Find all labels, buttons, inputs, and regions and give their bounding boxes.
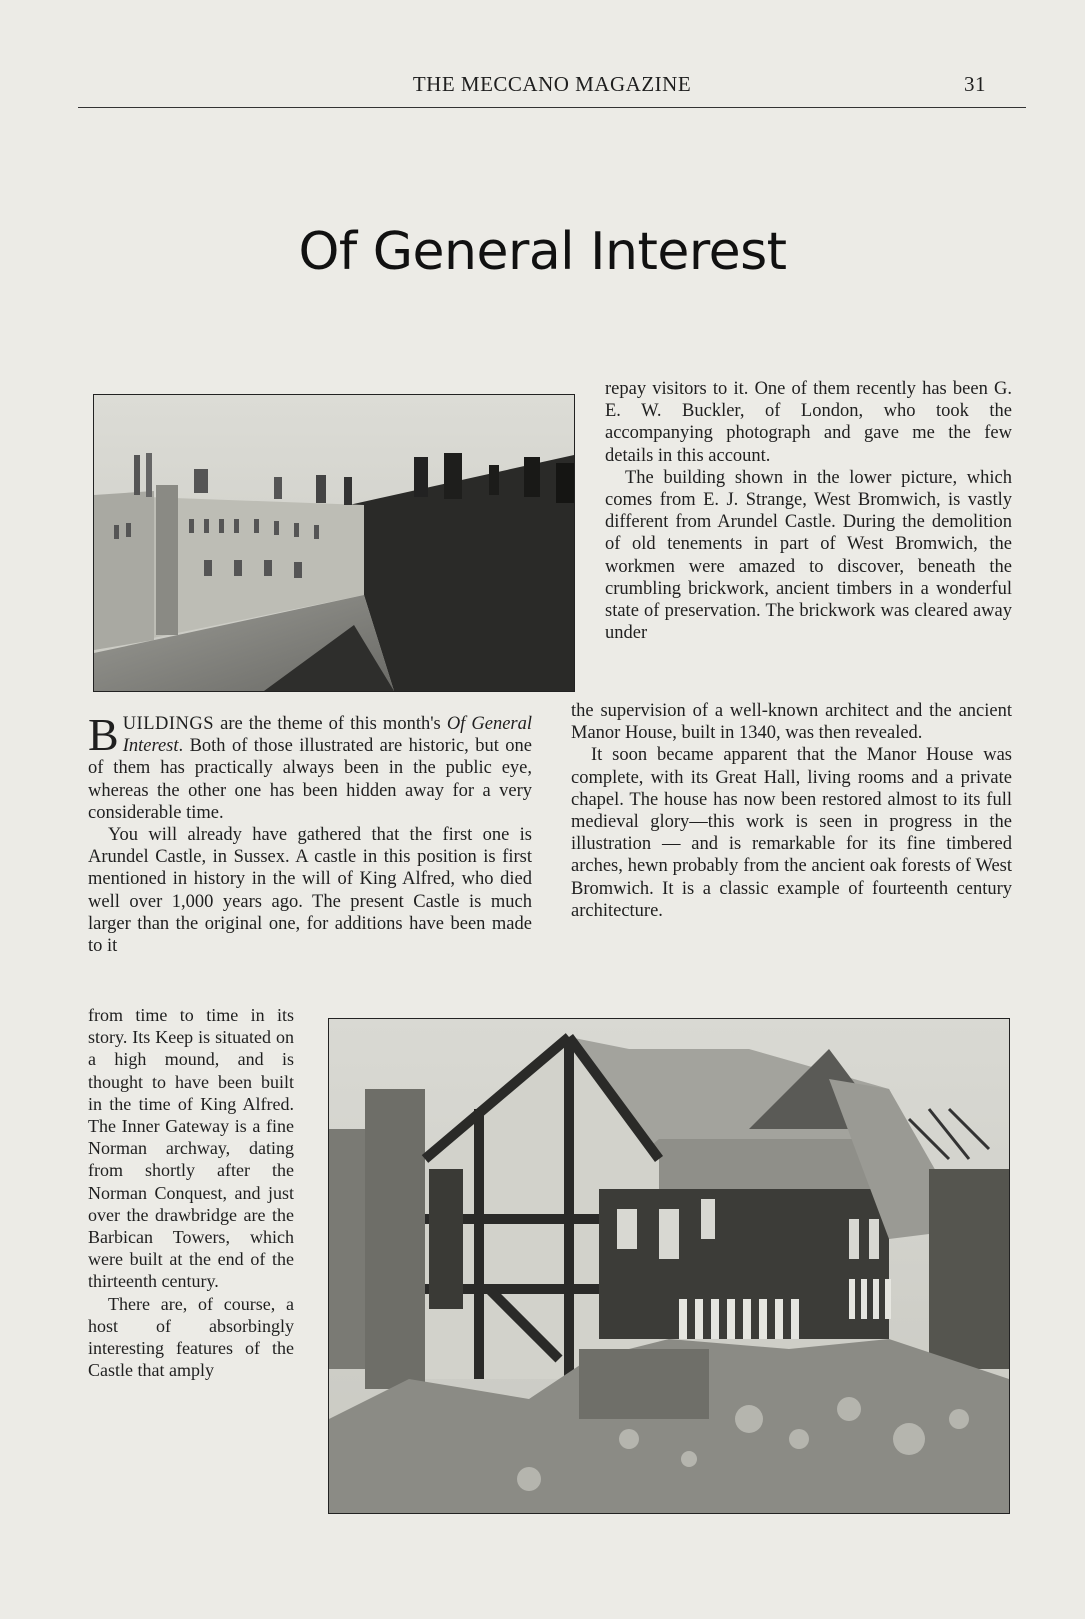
paragraph-1: BUILDINGS are the theme of this month's Of General Interest. Both of those illustrated are historic, but one of them has practically always been in the public eye, whereas the other one has been hidden away for a very considerable time. bbox=[88, 709, 532, 823]
drop-cap: B bbox=[88, 709, 119, 760]
paragraph-3-continued: repay visitors to it. One of them recently has been G. E. W. Buckler, of London, who took the accompanying photograph and gave me the few details in this account. bbox=[605, 379, 1012, 466]
paragraph-2-continued: from time to time in its story. Its Keep is situated on a high mound, and is thought to have been built in the time of King Alfred. The Inner Gateway is a fine Norman archway, dating from shortly after the Norman Conquest, and just over the drawbridge are the Barbican Towers, which were built at the end of the thirteenth century. bbox=[88, 1005, 294, 1292]
magazine-title: THE MECCANO MAGAZINE bbox=[412, 72, 692, 96]
article-column-left bbox=[88, 709, 532, 957]
article-column-right-top bbox=[605, 378, 1012, 644]
paragraph-2: You will already have gathered that the first one is Arundel Castle, in Sussex. A castle in this position is first mentioned in history in the will of King Alfred, who died well over 1,000 years ago. The present Castle is much larger than the original one, for additions have been made to it bbox=[88, 825, 532, 957]
paragraph-5: It soon became apparent that the Manor House was complete, with its Great Hall, living rooms and a private chapel. The house has now been restored almost to its full medieval glory—this work is seen in progress in the illustration — and is remarkable for its fine timbered arches, hewn probably from the ancient oak forests of West Bromwich. It is a classic example of fourteenth century architecture. bbox=[571, 745, 1012, 921]
article-column-narrow bbox=[88, 1004, 294, 1381]
page-header bbox=[78, 72, 1026, 100]
manor-house-photo bbox=[328, 1018, 1010, 1514]
header-rule bbox=[78, 107, 1026, 108]
paragraph-4-continued: the supervision of a well-known architect and the ancient Manor House, built in 1340, was then revealed. bbox=[571, 701, 1012, 744]
page-number: 31 bbox=[964, 72, 986, 96]
article-title: Of General Interest bbox=[298, 222, 787, 282]
paragraph-4: The building shown in the lower picture, which comes from E. J. Strange, West Bromwich, is vastly different from Arundel Castle. During the demolition of old tenements in part of West Bromwich, the workmen were amazed to discover, beneath the crumbling brickwork, ancient timbers in a wonderful state of preservation. The brickwork was cleared away under bbox=[605, 467, 1012, 644]
paragraph-3: There are, of course, a host of absorbingly interesting features of the Castle that amply bbox=[88, 1293, 294, 1381]
article-column-right-bottom bbox=[571, 700, 1012, 922]
arundel-castle-photo bbox=[93, 394, 575, 692]
